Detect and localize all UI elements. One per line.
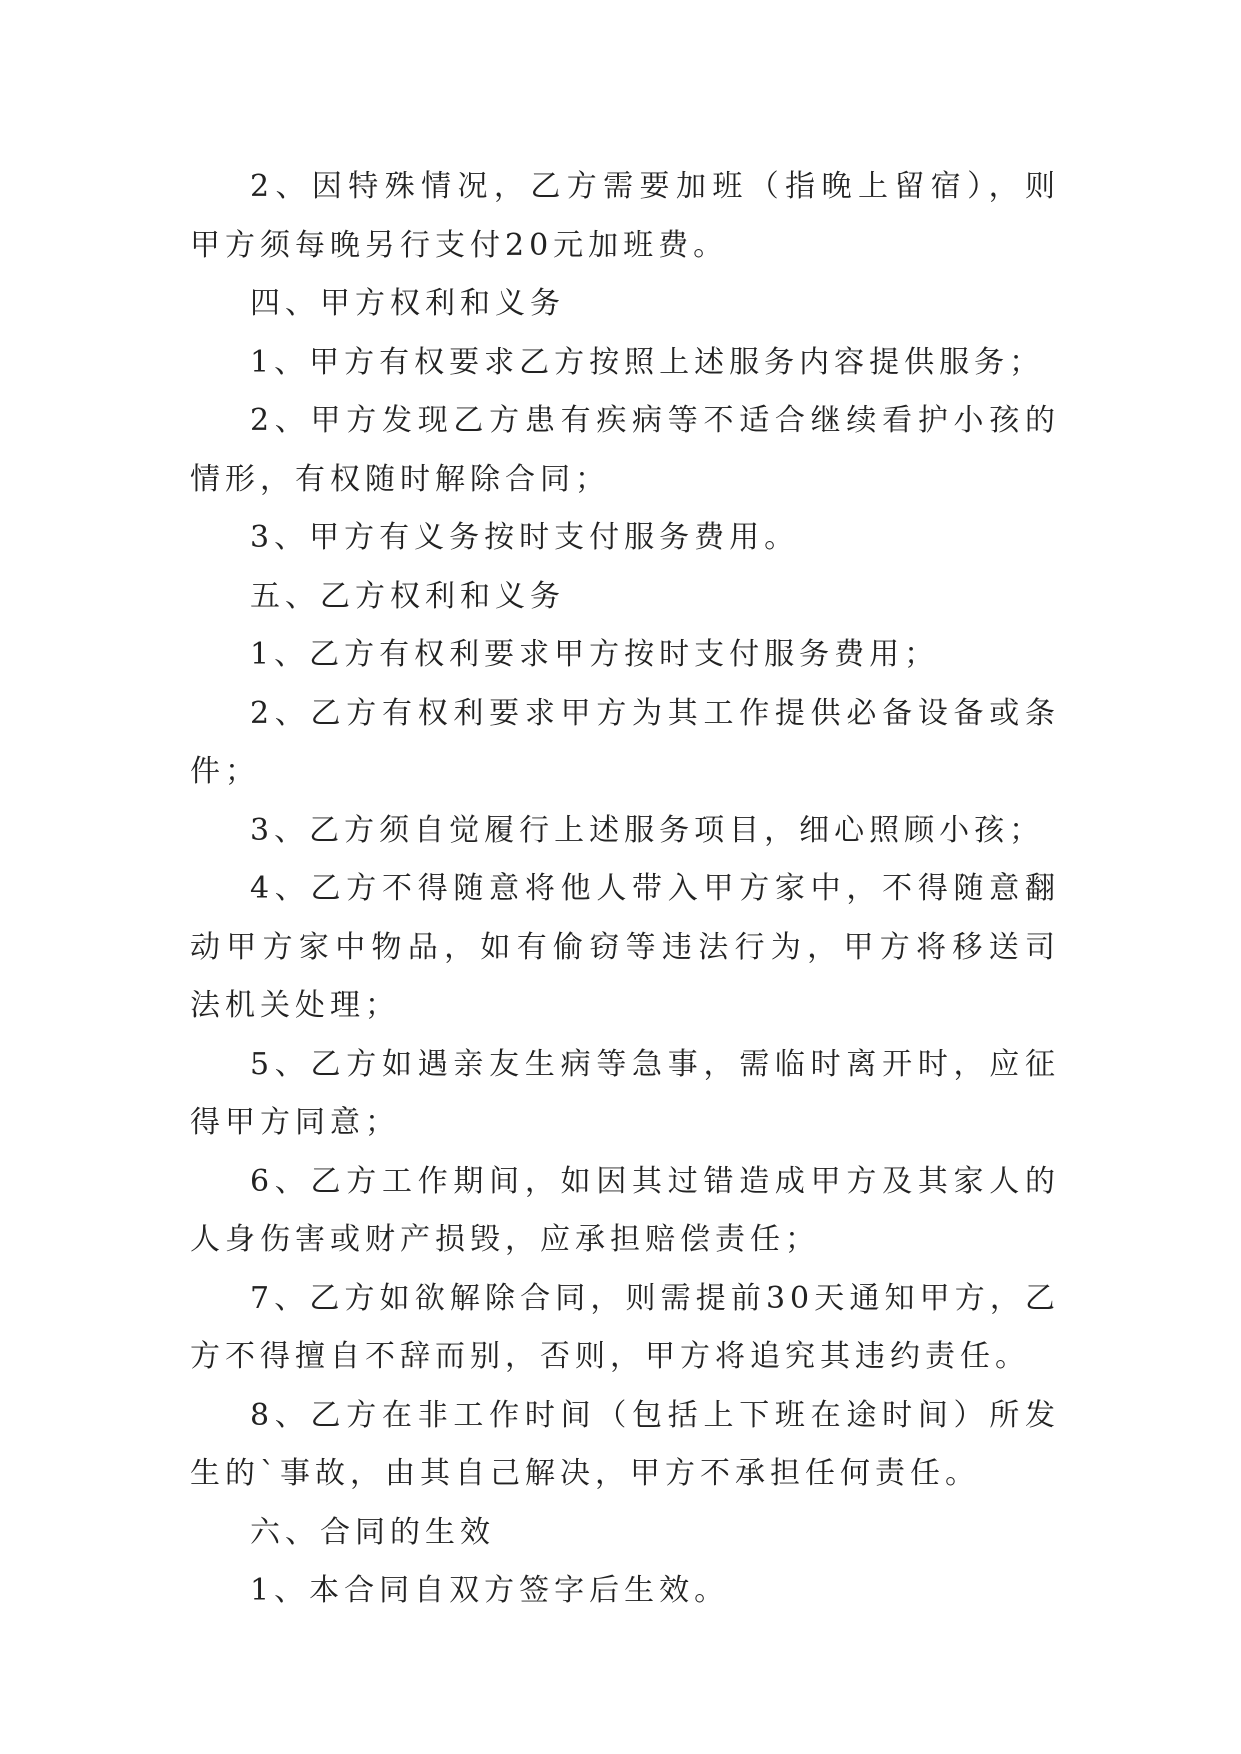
section-heading-party-a: 四、甲方权利和义务 [250, 286, 565, 321]
clause-party-a-2: 2、甲方发现乙方患有疾病等不适合继续看护小孩的情形，有权随时解除合同； [190, 403, 1060, 497]
clause-party-b-5: 5、乙方如遇亲友生病等急事，需临时离开时，应征得甲方同意； [190, 1046, 1060, 1140]
clause-party-b-1: 1、乙方有权利要求甲方按时支付服务费用； [250, 637, 940, 672]
section-heading-party-b: 五、乙方权利和义务 [250, 578, 565, 614]
clause-party-b-7: 7、乙方如欲解除合同，则需提前30天通知甲方，乙方不得擅自不辞而别，否则，甲方将追究其违约责任。 [190, 1280, 1060, 1374]
clause-party-b-2: 2、乙方有权利要求甲方为其工作提供必备设备或条件； [190, 695, 1060, 789]
clause-party-a-3: 3、甲方有义务按时支付服务费用。 [250, 520, 800, 555]
section-heading-effectiveness: 六、合同的生效 [250, 1514, 495, 1550]
clause-party-b-3: 3、乙方须自觉履行上述服务项目，细心照顾小孩； [250, 812, 1045, 848]
clause-effectiveness-1: 1、本合同自双方签字后生效。 [250, 1573, 730, 1608]
clause-party-b-8: 8、乙方在非工作时间（包括上下班在途时间）所发生的`事故，由其自己解决，甲方不承担任何责任。 [190, 1397, 1060, 1491]
clause-overtime-pay: 2、因特殊情况，乙方需要加班（指晚上留宿），则甲方须每晚另行支付20元加班费。 [190, 169, 1060, 263]
clause-party-a-1: 1、甲方有权要求乙方按照上述服务内容提供服务； [250, 344, 1045, 380]
clause-party-b-4: 4、乙方不得随意将他人带入甲方家中，不得随意翻动甲方家中物品，如有偷窃等违法行为，甲方将移送司法机关处理； [190, 871, 1060, 1023]
document-body [190, 158, 1060, 1621]
clause-party-b-6: 6、乙方工作期间，如因其过错造成甲方及其家人的人身伤害或财产损毁，应承担赔偿责任； [190, 1163, 1060, 1257]
